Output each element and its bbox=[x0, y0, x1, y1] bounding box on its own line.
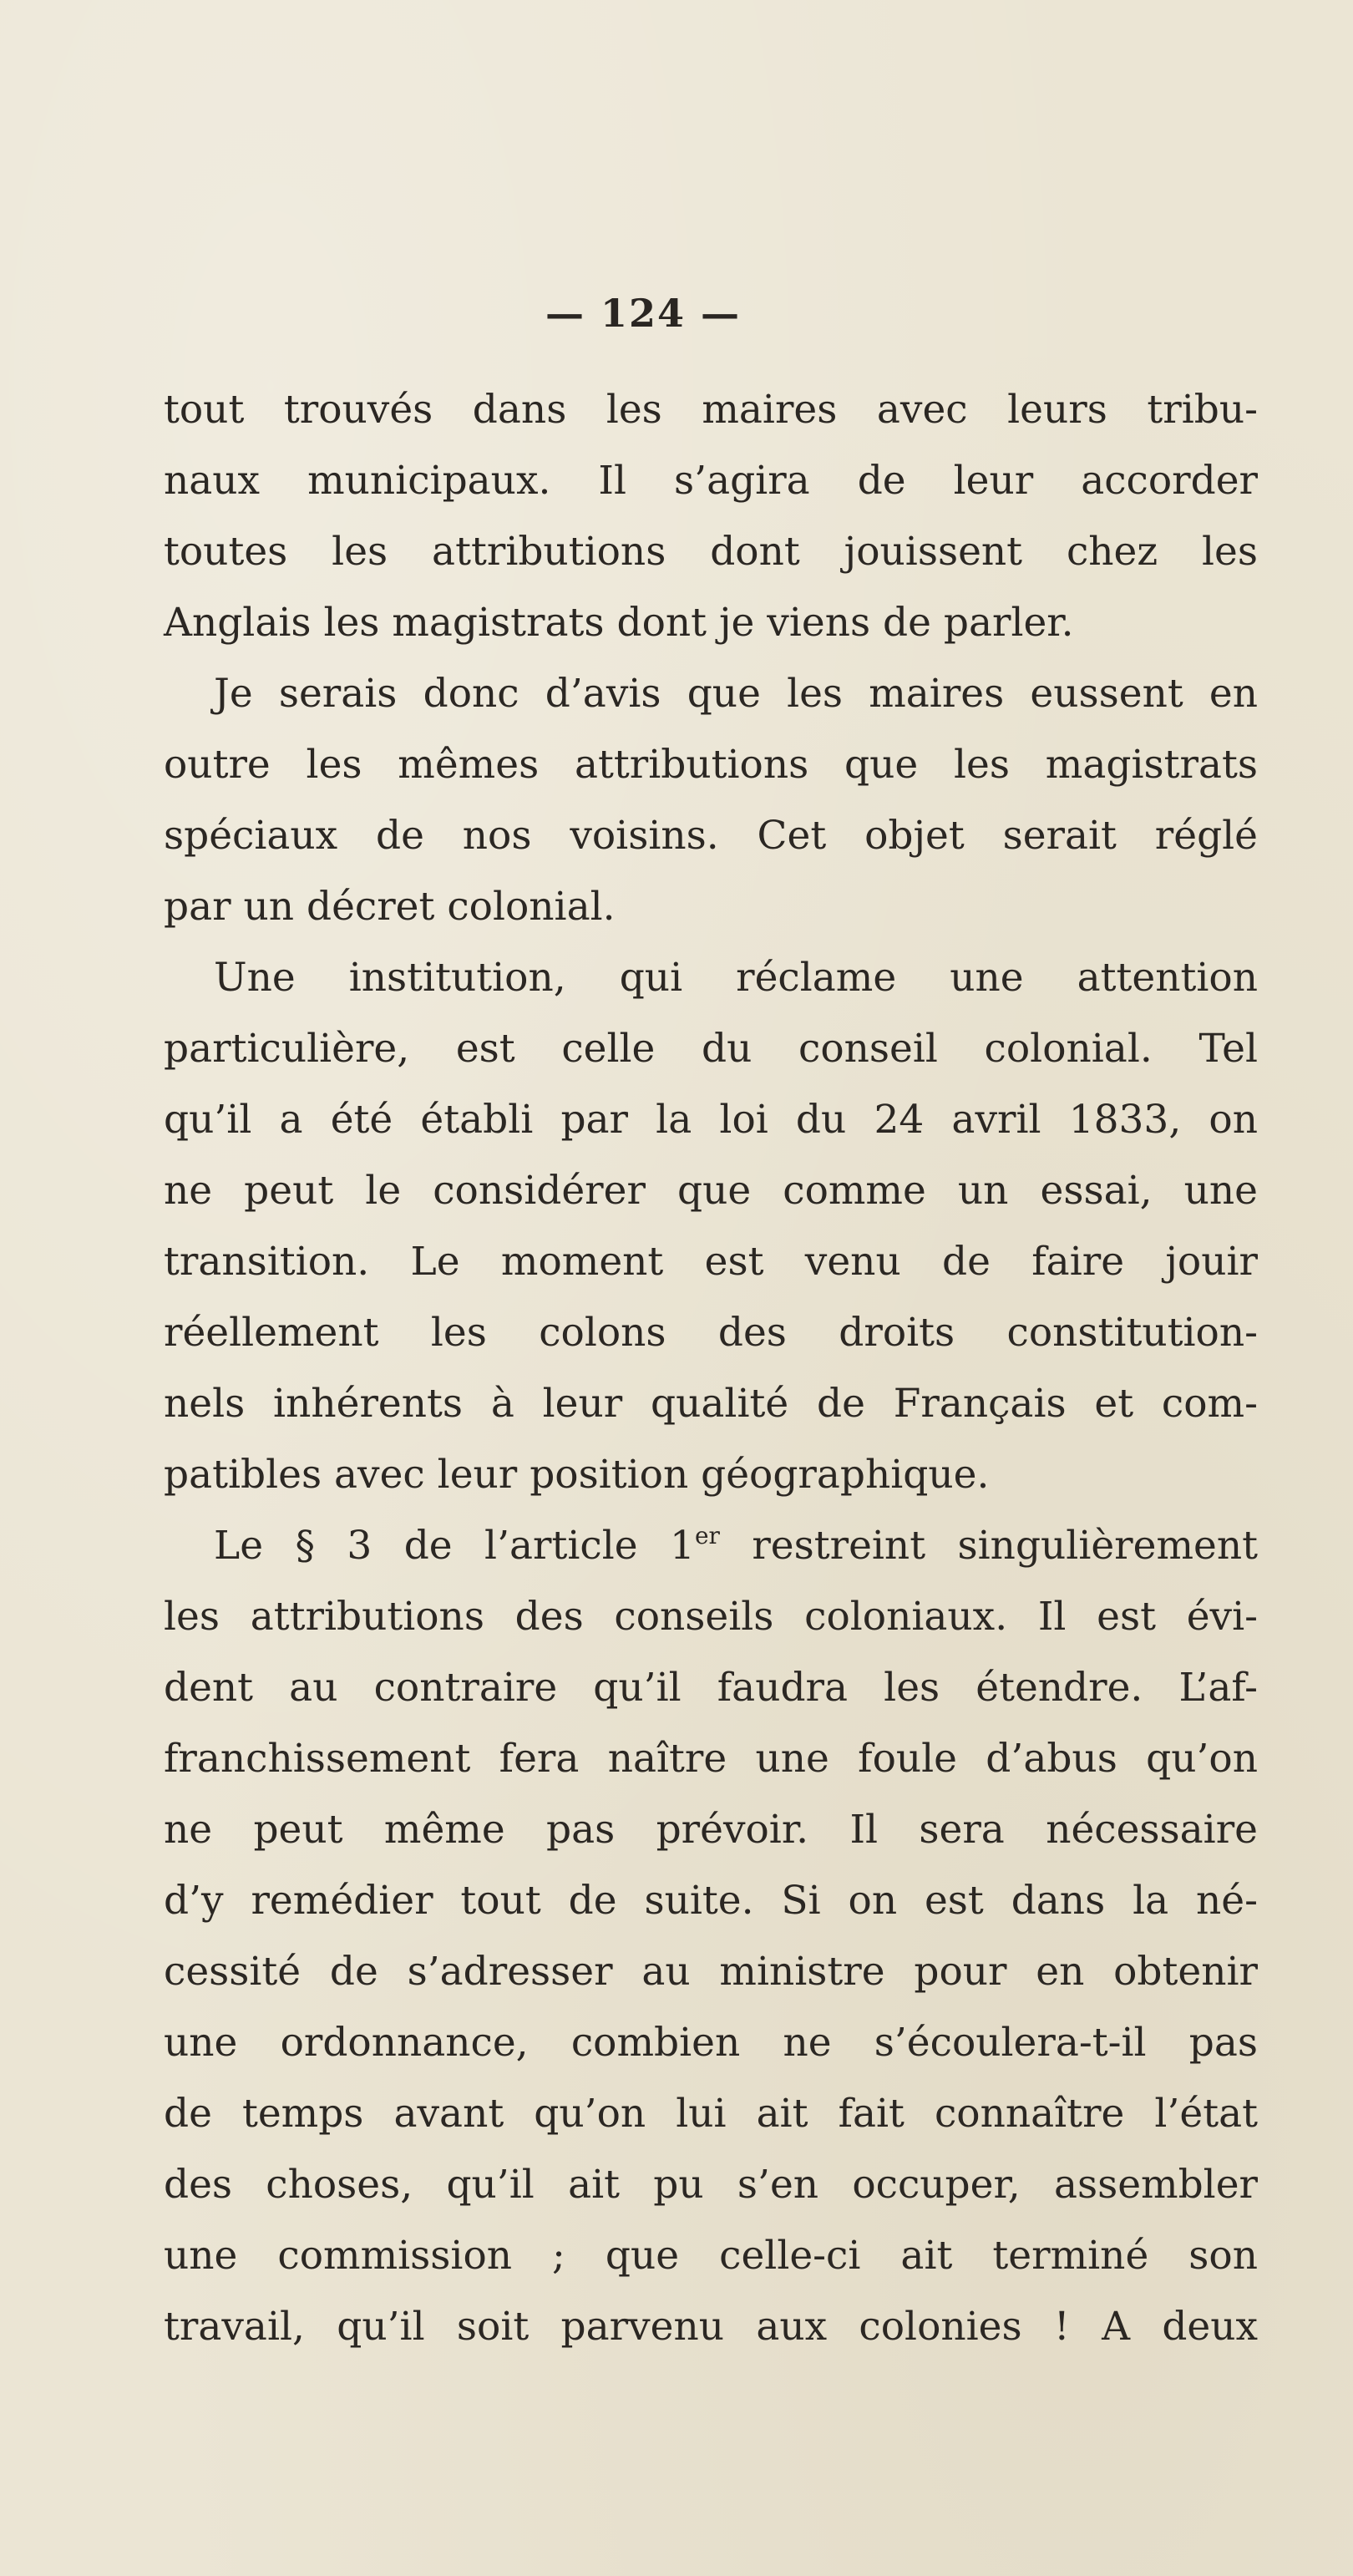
text-line-content: qu’il a été établi par la loi du 24 avril 1833, on bbox=[164, 1097, 1258, 1143]
text-line bbox=[164, 1439, 1258, 1510]
text-line-content: naux municipaux. Il s’agira de leur accorder bbox=[164, 458, 1258, 504]
text-line bbox=[164, 1794, 1258, 1865]
text-line-content: tout trouvés dans les maires avec leurs tribu- bbox=[164, 387, 1258, 433]
text-line-content: les attributions des conseils coloniaux. Il est évi- bbox=[164, 1594, 1258, 1640]
text-line-content: transition. Le moment est venu de faire jouir bbox=[164, 1239, 1258, 1285]
text-line bbox=[164, 587, 1258, 658]
page-number: — 124 — bbox=[545, 291, 742, 336]
text-line-content: particulière, est celle du conseil colonial. Tel bbox=[164, 1026, 1258, 1072]
text-line bbox=[164, 2078, 1258, 2149]
text-line bbox=[164, 871, 1258, 942]
text-line bbox=[164, 516, 1258, 587]
text-line-content: Anglais les magistrats dont je viens de parler. bbox=[164, 600, 1074, 646]
text-line-content: réellement les colons des droits constitution- bbox=[164, 1310, 1258, 1356]
text-line bbox=[164, 1652, 1258, 1723]
text-line bbox=[164, 1013, 1258, 1084]
text-line-content: ne peut le considérer que comme un essai, une bbox=[164, 1168, 1258, 1214]
text-line-content: Une institution, qui réclame une attention bbox=[214, 955, 1258, 1001]
text-line bbox=[164, 1510, 1258, 1581]
text-line bbox=[164, 1368, 1258, 1439]
text-line-content: Le § 3 de l’article 1 bbox=[214, 1523, 695, 1569]
text-line bbox=[164, 2007, 1258, 2078]
text-line-content: nels inhérents à leur qualité de Français et com- bbox=[164, 1381, 1258, 1427]
text-line-content: cessité de s’adresser au ministre pour en obtenir bbox=[164, 1949, 1258, 1995]
text-line-content: de temps avant qu’on lui ait fait connaître l’état bbox=[164, 2091, 1258, 2137]
superscript: er bbox=[694, 1522, 720, 1549]
text-line bbox=[164, 2149, 1258, 2220]
text-line-content: travail, qu’il soit parvenu aux colonies ! A deux bbox=[164, 2304, 1258, 2350]
text-line bbox=[164, 800, 1258, 871]
text-line bbox=[164, 1581, 1258, 1652]
text-line-content: une commission ; que celle-ci ait terminé son bbox=[164, 2233, 1258, 2279]
text-line bbox=[164, 2291, 1258, 2362]
text-line-continuation: restreint singulièrement bbox=[719, 1523, 1258, 1569]
text-line bbox=[164, 374, 1258, 445]
text-line-content: outre les mêmes attributions que les magistrats bbox=[164, 742, 1258, 788]
text-line bbox=[164, 1865, 1258, 1936]
text-line-content: patibles avec leur position géographique. bbox=[164, 1452, 990, 1498]
text-line bbox=[164, 2220, 1258, 2291]
text-line bbox=[164, 1936, 1258, 2007]
text-line-content: ne peut même pas prévoir. Il sera nécessaire bbox=[164, 1807, 1258, 1853]
text-line bbox=[164, 1297, 1258, 1368]
text-line bbox=[164, 942, 1258, 1013]
text-line bbox=[164, 1226, 1258, 1297]
text-line-content: une ordonnance, combien ne s’écoulera-t-il pas bbox=[164, 2020, 1258, 2066]
text-line-content: des choses, qu’il ait pu s’en occuper, assembler bbox=[164, 2162, 1258, 2208]
text-line bbox=[164, 1084, 1258, 1155]
text-line-content: dent au contraire qu’il faudra les étendre. L’af- bbox=[164, 1665, 1258, 1711]
text-line-content: spéciaux de nos voisins. Cet objet serait réglé bbox=[164, 813, 1258, 859]
text-line-content: Je serais donc d’avis que les maires eussent en bbox=[214, 671, 1258, 717]
body-text bbox=[164, 374, 1258, 2362]
text-line bbox=[164, 445, 1258, 516]
text-line-content: toutes les attributions dont jouissent chez les bbox=[164, 529, 1258, 575]
text-line bbox=[164, 658, 1258, 729]
text-line-content: par un décret colonial. bbox=[164, 884, 616, 930]
text-line-content: d’y remédier tout de suite. Si on est dans la né- bbox=[164, 1878, 1258, 1924]
text-line bbox=[164, 729, 1258, 800]
text-line-content: franchissement fera naître une foule d’abus qu’on bbox=[164, 1736, 1258, 1782]
text-line bbox=[164, 1155, 1258, 1226]
text-line bbox=[164, 1723, 1258, 1794]
